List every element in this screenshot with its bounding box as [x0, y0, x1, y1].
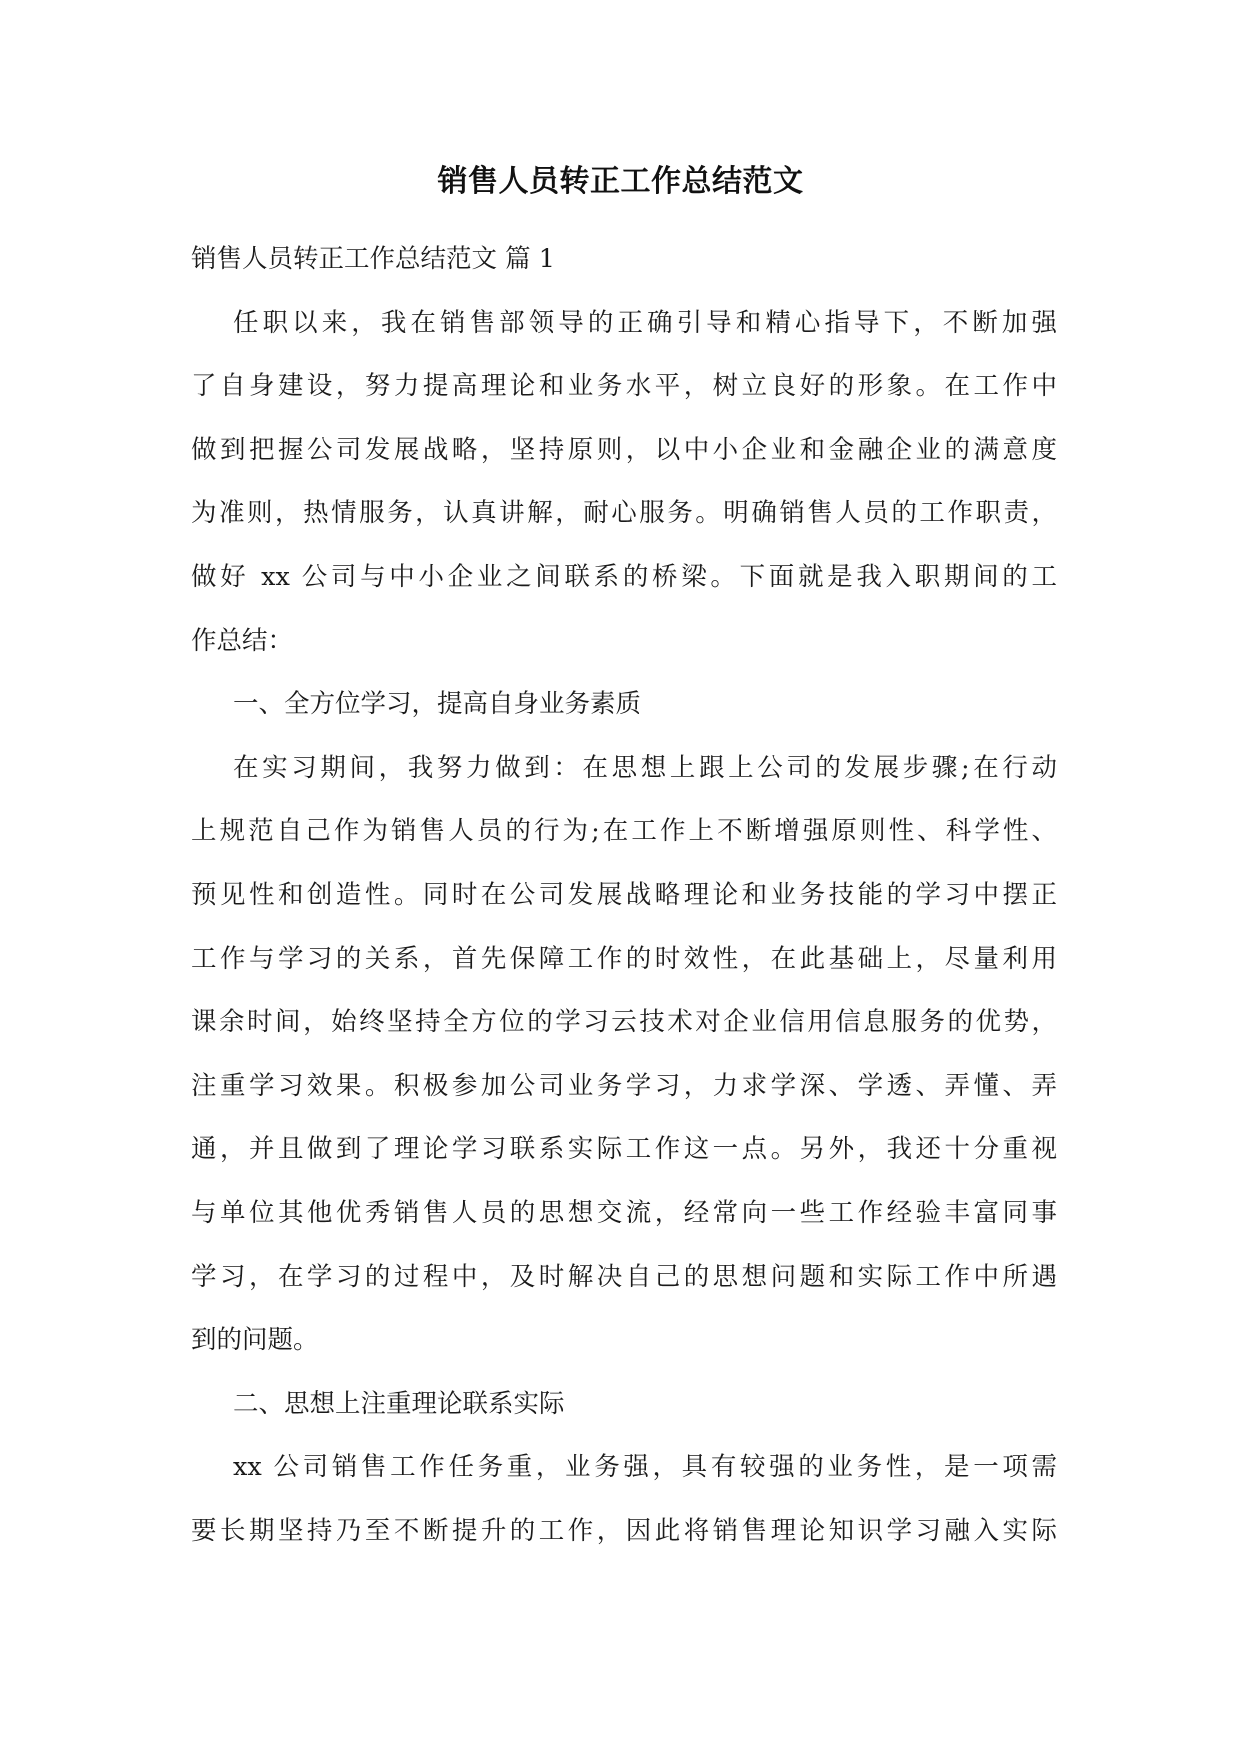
document-title: 销售人员转正工作总结范文 — [437, 164, 804, 199]
paragraph-line: 一、全方位学习，提高自身业务素质 — [233, 689, 642, 720]
paragraph-line: 任职以来，我在销售部领导的正确引导和精心指导下，不断加强 — [233, 307, 1057, 338]
paragraph-line: 通，并且做到了理论学习联系实际工作这一点。另外，我还十分重视 — [191, 1134, 1057, 1165]
paragraph-line: 为准则，热情服务，认真讲解，耐心服务。明确销售人员的工作职责， — [191, 498, 1057, 529]
paragraph-line: 销售人员转正工作总结范文 篇 1 — [191, 244, 555, 274]
paragraph-line: 课余时间，始终坚持全方位的学习云技术对企业信用信息服务的优势， — [191, 1007, 1057, 1038]
paragraph-line: 二、思想上注重理论联系实际 — [233, 1388, 565, 1419]
document-body — [191, 228, 1057, 1563]
paragraph-line: 要长期坚持乃至不断提升的工作，因此将销售理论知识学习融入实际 — [191, 1515, 1057, 1546]
paragraph-line: 与单位其他优秀销售人员的思想交流，经常向一些工作经验丰富同事 — [191, 1197, 1057, 1228]
paragraph-line: 工作与学习的关系，首先保障工作的时效性，在此基础上，尽量利用 — [191, 943, 1057, 974]
paragraph-line: 预见性和创造性。同时在公司发展战略理论和业务技能的学习中摆正 — [191, 879, 1057, 910]
paragraph-line: 学习，在学习的过程中，及时解决自己的思想问题和实际工作中所遇 — [191, 1261, 1057, 1292]
paragraph-line: 到的问题。 — [191, 1325, 319, 1356]
paragraph-line: 上规范自己作为销售人员的行为;在工作上不断增强原则性、科学性、 — [191, 816, 1057, 847]
paragraph-line: xx 公司销售工作任务重，业务强，具有较强的业务性，是一项需 — [233, 1452, 1057, 1483]
paragraph-line: 做到把握公司发展战略，坚持原则，以中小企业和金融企业的满意度 — [191, 434, 1057, 465]
paragraph-line: 作总结： — [191, 625, 294, 656]
paragraph-line: 注重学习效果。积极参加公司业务学习，力求学深、学透、弄懂、弄 — [191, 1070, 1057, 1101]
paragraph-line: 了自身建设，努力提高理论和业务水平，树立良好的形象。在工作中 — [191, 371, 1057, 402]
paragraph-line: 在实习期间，我努力做到：在思想上跟上公司的发展步骤;在行动 — [233, 752, 1057, 783]
paragraph-line: 做好 xx 公司与中小企业之间联系的桥梁。下面就是我入职期间的工 — [191, 561, 1057, 592]
